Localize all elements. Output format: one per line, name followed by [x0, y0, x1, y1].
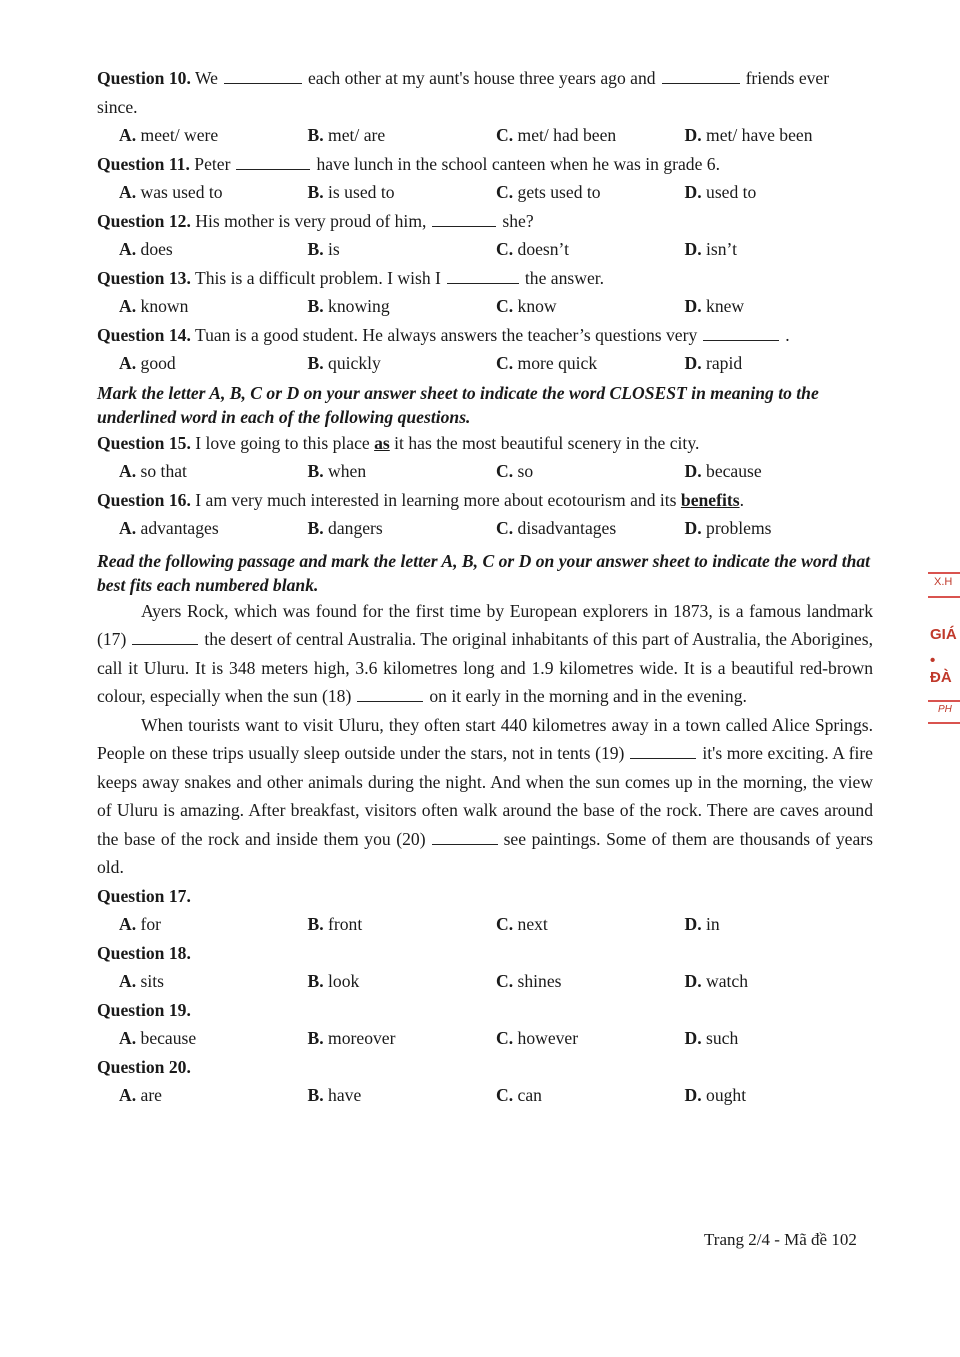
option-d: D. ought — [684, 1085, 747, 1105]
option-d: D. used to — [684, 182, 757, 202]
options-row — [97, 349, 873, 378]
options-row — [97, 235, 873, 264]
options-row — [97, 178, 873, 207]
option-d: D. such — [684, 1028, 739, 1048]
question-10: Question 10. We each other at my aunt's house three years ago and friends ever since. — [97, 68, 830, 117]
question-11: Question 11. Peter have lunch in the school canteen when he was in grade 6. — [97, 153, 720, 174]
option-c: C. doesn’t — [496, 239, 569, 259]
blank-20 — [432, 843, 498, 845]
option-a: A. does — [119, 239, 173, 259]
question-17: Question 17. — [97, 885, 191, 906]
blank — [432, 225, 496, 227]
blank — [703, 339, 779, 341]
option-b: B. quickly — [307, 353, 381, 373]
option-b: B. when — [307, 461, 367, 481]
option-d: D. because — [684, 461, 762, 481]
option-d: D. met/ have been — [684, 125, 813, 145]
options-row — [97, 1081, 873, 1110]
instruction-closest-meaning: Mark the letter A, B, C or D on your answer sheet to indicate the word CLOSEST in meaning to the underlined word in each of the following questions. — [97, 382, 819, 427]
option-d: D. in — [684, 914, 720, 934]
option-a: A. for — [119, 914, 162, 934]
options-row — [97, 910, 873, 939]
options-row — [97, 292, 873, 321]
question-20: Question 20. — [97, 1056, 191, 1077]
options-row — [97, 514, 873, 543]
option-c: C. disadvantages — [496, 518, 617, 538]
question-15: Question 15. I love going to this place as it has the most beautiful scenery in the city. — [97, 432, 700, 453]
exam-page — [97, 64, 873, 1110]
option-a: A. advantages — [119, 518, 219, 538]
page-footer: Trang 2/4 - Mã đề 102 — [704, 1230, 857, 1249]
blank-19 — [630, 757, 696, 759]
option-b: B. moreover — [307, 1028, 396, 1048]
option-b: B. met/ are — [307, 125, 386, 145]
options-row — [97, 1024, 873, 1053]
option-a: A. meet/ were — [119, 125, 219, 145]
option-b: B. knowing — [307, 296, 390, 316]
question-label: Question 10. — [97, 68, 191, 88]
option-d: D. rapid — [684, 353, 743, 373]
question-12: Question 12. His mother is very proud of him, she? — [97, 210, 534, 231]
question-13: Question 13. This is a difficult problem. I wish I the answer. — [97, 267, 605, 288]
option-c: C. next — [496, 914, 548, 934]
option-a: A. known — [119, 296, 189, 316]
option-a: A. are — [119, 1085, 162, 1105]
passage-paragraph-1: Ayers Rock, which was found for the first time by European explorers in 1873, is a famous landmark (17) the desert of central Australia. The original inhabitants of this part of Australia, the Aborigines, call it Uluru. It is 348 meters high, 3.6 kilometres long and 1.9 kilometres wide. It is a beautiful red-brown colour, especially when the sun (18) on it early in the morning and in the evening. — [97, 600, 873, 706]
option-a: A. because — [119, 1028, 197, 1048]
passage-paragraph-2: When tourists want to visit Uluru, they often start 440 kilometres away in a town called Alice Springs. People on these trips usually sleep outside under the stars, not in tents (19) it's more exciting. A fire keeps away snakes and other animals during the night. And when the sun comes up in the morning, the view of Uluru is amazing. After breakfast, visitors often walk around the base of the rock. There are caves around the base of the rock and inside them you (20) see paintings. Some of them are thousands of years old. — [97, 714, 873, 877]
blank-17 — [132, 643, 198, 645]
option-c: C. know — [496, 296, 557, 316]
blank — [236, 168, 310, 170]
side-stamp-text: PH — [938, 704, 952, 715]
option-b: B. have — [307, 1085, 362, 1105]
option-a: A. so that — [119, 461, 187, 481]
option-c: C. more quick — [496, 353, 598, 373]
option-b: B. is — [307, 239, 340, 259]
question-16: Question 16. I am very much interested in learning more about ecotourism and its benefits. — [97, 489, 744, 510]
option-c: C. so — [496, 461, 534, 481]
option-b: B. front — [307, 914, 363, 934]
question-14: Question 14. Tuan is a good student. He always answers the teacher’s questions very . — [97, 324, 790, 345]
option-c: C. met/ had been — [496, 125, 617, 145]
options-row — [97, 967, 873, 996]
side-stamp-text: • ĐÀ — [930, 652, 952, 686]
option-c: C. however — [496, 1028, 579, 1048]
option-d: D. isn’t — [684, 239, 737, 259]
blank-18 — [357, 700, 423, 702]
underlined-word: benefits — [680, 489, 740, 510]
option-d: D. problems — [684, 518, 772, 538]
option-c: C. shines — [496, 971, 562, 991]
option-b: B. is used to — [307, 182, 395, 202]
option-b: B. look — [307, 971, 360, 991]
option-a: A. sits — [119, 971, 164, 991]
options-row — [97, 457, 873, 486]
side-stamp-text: X.H — [934, 576, 953, 588]
option-a: A. good — [119, 353, 176, 373]
blank — [447, 282, 519, 284]
options-row — [97, 121, 873, 150]
option-b: B. dangers — [307, 518, 383, 538]
option-d: D. watch — [684, 971, 749, 991]
option-d: D. knew — [684, 296, 745, 316]
option-c: C. gets used to — [496, 182, 601, 202]
blank — [662, 82, 740, 84]
question-19: Question 19. — [97, 999, 191, 1020]
side-stamp-text: GIÁ — [930, 626, 957, 643]
question-18: Question 18. — [97, 942, 191, 963]
instruction-passage: Read the following passage and mark the letter A, B, C or D on your answer sheet to indicate the word that best fits each numbered blank. — [97, 550, 871, 595]
underlined-word: as — [374, 432, 390, 453]
blank — [224, 82, 302, 84]
option-a: A. was used to — [119, 182, 223, 202]
option-c: C. can — [496, 1085, 542, 1105]
